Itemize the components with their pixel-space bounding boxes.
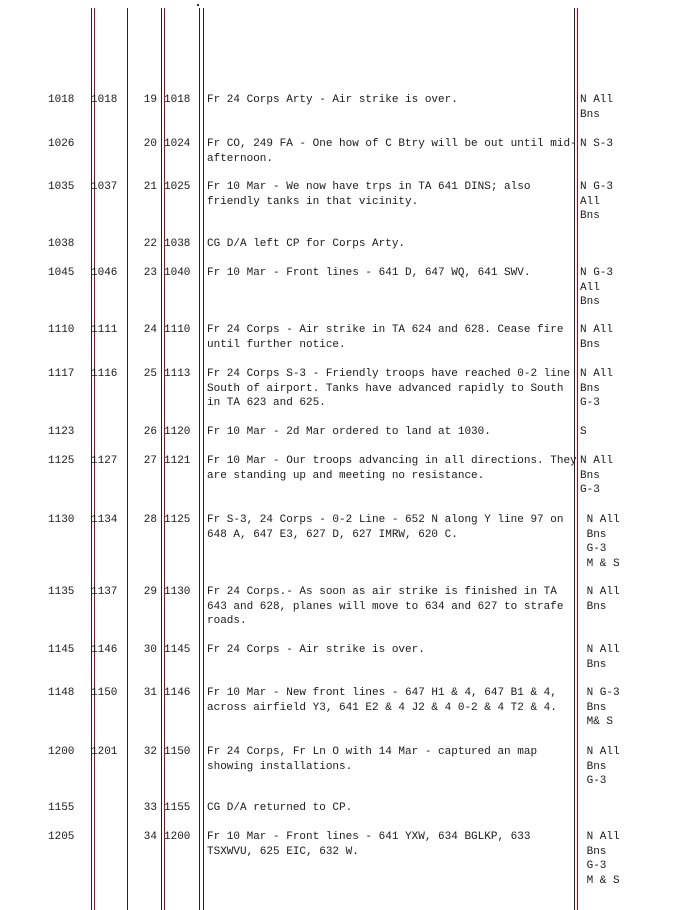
time-received: 1046: [91, 267, 118, 279]
column-rule: [199, 8, 200, 910]
action-taken: N All Bns G-3 M & S: [586, 831, 620, 887]
time-in: 1117: [48, 368, 75, 380]
action-taken: N All Bns: [580, 324, 614, 351]
action-taken: N All Bns G-3: [580, 455, 614, 496]
serial-number: 20: [143, 138, 157, 150]
action-taken: N G-3 All Bns: [580, 181, 614, 222]
time-out: 1113: [164, 368, 191, 380]
message-text: Fr 10 Mar - Front lines - 641 D, 647 WQ, 641 SWV.: [207, 267, 531, 279]
time-received: 1018: [91, 94, 118, 106]
time-out: 1040: [164, 267, 191, 279]
column-rule: [161, 8, 162, 910]
time-received: 1137: [91, 586, 118, 598]
time-received: 1201: [91, 746, 118, 758]
message-text: Fr CO, 249 FA - One how of C Btry will be out until mid-afternoon.: [207, 138, 577, 165]
time-in: 1155: [48, 802, 75, 814]
time-in: 1035: [48, 181, 75, 193]
action-taken: N All Bns: [580, 94, 614, 121]
time-received: 1116: [91, 368, 118, 380]
time-received: 1037: [91, 181, 118, 193]
time-in: 1045: [48, 267, 75, 279]
time-in: 1018: [48, 94, 75, 106]
time-out: 1150: [164, 746, 191, 758]
time-out: 1121: [164, 455, 191, 467]
action-taken: N All Bns: [586, 586, 620, 613]
time-in: 1145: [48, 644, 75, 656]
message-text: Fr 10 Mar - New front lines - 647 H1 & 4, 647 B1 & 4, across airfield Y3, 641 E2 & 4 J2 & 4 0-2 & 4 T2 & 4.: [207, 687, 557, 714]
message-text: Fr 24 Corps.- As soon as air strike is finished in TA 643 and 628, planes will move to 634 and 627 to strafe roads.: [207, 586, 564, 627]
time-in: 1026: [48, 138, 75, 150]
message-text: Fr 24 Corps - Air strike is over.: [207, 644, 425, 656]
message-text: Fr 10 Mar - Our troops advancing in all directions. They are standing up and meeting no resistance.: [207, 455, 577, 482]
message-text: Fr 24 Corps, Fr Ln O with 14 Mar - captured an map showing installations.: [207, 746, 538, 773]
message-text: Fr S-3, 24 Corps - 0-2 Line - 652 N along Y line 97 on 648 A, 647 E3, 627 D, 627 IMRW, 620 C.: [207, 514, 564, 541]
column-rule: [127, 8, 128, 910]
time-in: 1205: [48, 831, 75, 843]
time-out: 1155: [164, 802, 191, 814]
action-taken: N G-3 Bns M& S: [586, 687, 620, 728]
serial-number: 19: [143, 94, 157, 106]
time-in: 1135: [48, 586, 75, 598]
message-text: Fr 24 Corps Arty - Air strike is over.: [207, 94, 458, 106]
time-received: 1134: [91, 514, 118, 526]
action-taken: N All Bns G-3: [586, 746, 620, 787]
time-out: 1038: [164, 238, 191, 250]
time-out: 1024: [164, 138, 191, 150]
time-in: 1200: [48, 746, 75, 758]
serial-number: 27: [143, 455, 157, 467]
serial-number: 25: [143, 368, 157, 380]
column-rule: [203, 8, 204, 910]
serial-number: 33: [143, 802, 157, 814]
action-taken: S: [580, 426, 587, 438]
serial-number: 21: [143, 181, 157, 193]
time-in: 1110: [48, 324, 75, 336]
action-taken: N G-3 All Bns: [580, 267, 614, 308]
time-out: 1018: [164, 94, 191, 106]
time-out: 1120: [164, 426, 191, 438]
time-received: 1111: [91, 324, 118, 336]
serial-number: 29: [143, 586, 157, 598]
action-taken: N S-3: [580, 138, 614, 150]
time-out: 1125: [164, 514, 191, 526]
time-out: 1145: [164, 644, 191, 656]
message-text: Fr 10 Mar - Front lines - 641 YXW, 634 BGLKP, 633 TSXWVU, 625 EIC, 632 W.: [207, 831, 531, 858]
time-in: 1123: [48, 426, 75, 438]
time-received: 1127: [91, 455, 118, 467]
serial-number: 28: [143, 514, 157, 526]
time-in: 1130: [48, 514, 75, 526]
serial-number: 30: [143, 644, 157, 656]
message-text: Fr 10 Mar - We now have trps in TA 641 DINS; also friendly tanks in that vicinity.: [207, 181, 531, 208]
message-text: CG D/A left CP for Corps Arty.: [207, 238, 406, 250]
time-received: 1150: [91, 687, 118, 699]
time-out: 1200: [164, 831, 191, 843]
time-out: 1130: [164, 586, 191, 598]
action-taken: N All Bns G-3: [580, 368, 614, 409]
time-out: 1146: [164, 687, 191, 699]
serial-number: 34: [143, 831, 157, 843]
time-in: 1125: [48, 455, 75, 467]
message-text: Fr 24 Corps - Air strike in TA 624 and 628. Cease fire until further notice.: [207, 324, 564, 351]
serial-number: 26: [143, 426, 157, 438]
message-text: Fr 24 Corps S-3 - Friendly troops have reached 0-2 line South of airport. Tanks have advanced rapidly to South in TA 623 and 625.: [207, 368, 571, 409]
page-speck: [197, 4, 199, 6]
action-taken: N All Bns G-3 M & S: [586, 514, 620, 570]
serial-number: 22: [143, 238, 157, 250]
action-taken: N All Bns: [586, 644, 620, 671]
serial-number: 23: [143, 267, 157, 279]
message-text: CG D/A returned to CP.: [207, 802, 353, 814]
time-in: 1148: [48, 687, 75, 699]
column-rule-red: [577, 8, 578, 910]
serial-number: 32: [143, 746, 157, 758]
time-received: 1146: [91, 644, 118, 656]
time-in: 1038: [48, 238, 75, 250]
time-out: 1110: [164, 324, 191, 336]
time-out: 1025: [164, 181, 191, 193]
serial-number: 31: [143, 687, 157, 699]
message-text: Fr 10 Mar - 2d Mar ordered to land at 1030.: [207, 426, 491, 438]
serial-number: 24: [143, 324, 157, 336]
